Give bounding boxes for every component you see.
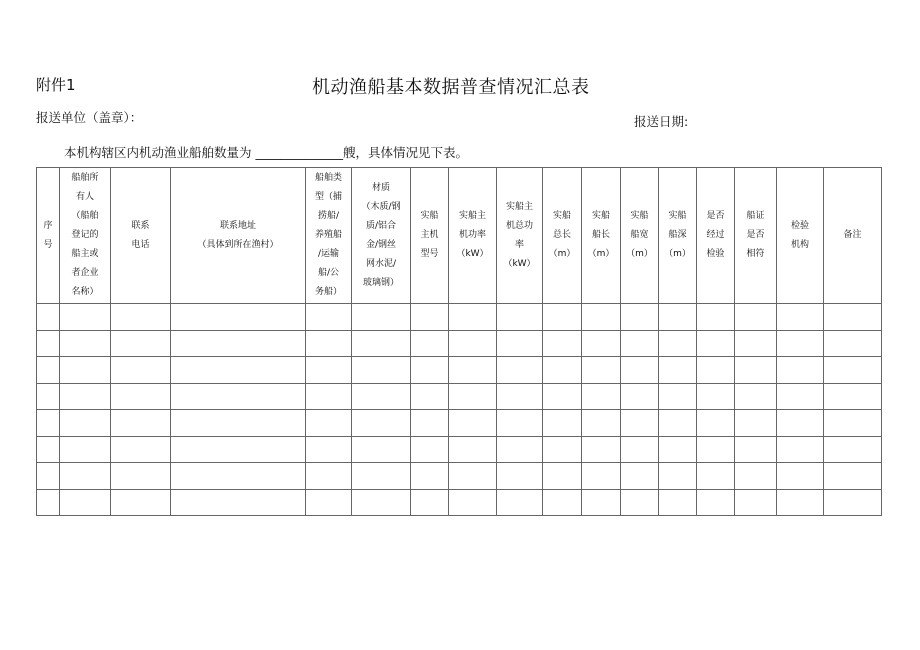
table-cell[interactable] [824,304,882,331]
col-inspection-agency: 检验 机构 [777,168,824,304]
table-cell[interactable] [543,410,582,437]
table-cell[interactable] [582,410,621,437]
table-cell[interactable] [824,436,882,463]
table-cell[interactable] [659,489,697,516]
col-remarks: 备注 [824,168,882,304]
summary-table [36,167,882,516]
table-cell[interactable] [411,410,449,437]
col-engine-power: 实船主 机功率 （kW） [449,168,497,304]
table-cell[interactable] [582,357,621,384]
table-cell[interactable] [171,383,306,410]
table-cell[interactable] [111,357,171,384]
table-cell[interactable] [777,489,824,516]
table-cell[interactable] [582,383,621,410]
table-cell[interactable] [697,436,735,463]
table-cell[interactable] [449,463,497,490]
table-row [37,383,882,410]
table-cell[interactable] [111,383,171,410]
table-cell[interactable] [37,489,60,516]
table-cell[interactable] [306,436,352,463]
col-ship-depth: 实船 船深 （m） [659,168,697,304]
table-cell[interactable] [37,463,60,490]
table-cell[interactable] [621,304,659,331]
table-cell[interactable] [697,304,735,331]
table-cell[interactable] [543,330,582,357]
table-cell[interactable] [735,410,777,437]
attachment-label: 附件1 [36,76,76,94]
table-cell[interactable] [497,436,543,463]
table-cell[interactable] [411,357,449,384]
table-cell[interactable] [497,330,543,357]
table-cell[interactable] [411,489,449,516]
table-cell[interactable] [411,463,449,490]
table-cell[interactable] [777,383,824,410]
table-cell[interactable] [306,304,352,331]
table-cell[interactable] [824,463,882,490]
table-cell[interactable] [449,383,497,410]
table-row [37,304,882,331]
table-cell[interactable] [37,357,60,384]
table-cell[interactable] [306,357,352,384]
table-cell[interactable] [60,436,111,463]
table-cell[interactable] [777,463,824,490]
table-cell[interactable] [824,489,882,516]
table-cell[interactable] [497,383,543,410]
table-cell[interactable] [171,489,306,516]
table-cell[interactable] [111,463,171,490]
table-cell[interactable] [111,410,171,437]
col-ship-width: 实船 船宽 （m） [621,168,659,304]
table-cell[interactable] [621,436,659,463]
col-engine-model: 实船 主机 型号 [411,168,449,304]
table-cell[interactable] [659,330,697,357]
table-cell[interactable] [352,357,411,384]
col-material: 材质 （木质/钢 质/铝合 金/钢丝 网水泥/ 玻璃钢） [352,168,411,304]
table-cell[interactable] [60,489,111,516]
table-cell[interactable] [697,489,735,516]
table-cell[interactable] [824,383,882,410]
table-cell[interactable] [543,436,582,463]
table-cell[interactable] [582,330,621,357]
table-cell[interactable] [777,304,824,331]
table-cell[interactable] [735,383,777,410]
table-cell[interactable] [697,463,735,490]
table-cell[interactable] [543,489,582,516]
table-cell[interactable] [171,463,306,490]
page-title: 机动渔船基本数据普查情况汇总表 [312,77,590,98]
table-cell[interactable] [735,489,777,516]
col-address: 联系地址 （具体到所在渔村） [171,168,306,304]
table-cell[interactable] [306,383,352,410]
table-cell[interactable] [582,436,621,463]
table-cell[interactable] [621,383,659,410]
col-cert-match: 船证 是否 相符 [735,168,777,304]
table-cell[interactable] [543,383,582,410]
table-cell[interactable] [735,304,777,331]
table-cell[interactable] [824,357,882,384]
table-cell[interactable] [735,463,777,490]
col-vessel-type: 船舶类 型（捕 捞船/ 养殖船 /运输 船/公 务船） [306,168,352,304]
col-owner: 船舶所 有人 （船舶 登记的 船主或 者企业 名称） [60,168,111,304]
col-inspected: 是否 经过 检验 [697,168,735,304]
table-cell[interactable] [411,436,449,463]
table-cell[interactable] [497,463,543,490]
table-cell[interactable] [37,304,60,331]
table-cell[interactable] [777,410,824,437]
table-cell[interactable] [449,357,497,384]
table-cell[interactable] [171,330,306,357]
table-row [37,463,882,490]
table-cell[interactable] [60,463,111,490]
table-cell[interactable] [411,383,449,410]
table-cell[interactable] [352,489,411,516]
table-cell[interactable] [352,304,411,331]
table-cell[interactable] [497,489,543,516]
table-cell[interactable] [777,357,824,384]
table-row [37,489,882,516]
table-cell[interactable] [777,330,824,357]
table-cell[interactable] [171,436,306,463]
report-date-label: 报送日期: [634,114,689,129]
table-cell[interactable] [60,383,111,410]
table-cell[interactable] [659,304,697,331]
table-cell[interactable] [449,436,497,463]
table-cell[interactable] [60,357,111,384]
table-cell[interactable] [582,489,621,516]
table-cell[interactable] [697,357,735,384]
table-cell[interactable] [37,410,60,437]
table-cell[interactable] [306,330,352,357]
col-phone: 联系 电话 [111,168,171,304]
table-cell[interactable] [37,330,60,357]
table-cell[interactable] [582,463,621,490]
table-cell[interactable] [352,410,411,437]
table-cell[interactable] [543,304,582,331]
table-cell[interactable] [111,304,171,331]
table-cell[interactable] [659,410,697,437]
table-cell[interactable] [621,410,659,437]
table-cell[interactable] [352,436,411,463]
table-cell[interactable] [659,463,697,490]
table-cell[interactable] [60,304,111,331]
table-cell[interactable] [306,410,352,437]
header-row [37,168,882,304]
table-cell[interactable] [697,410,735,437]
table-cell[interactable] [621,357,659,384]
table-cell[interactable] [659,436,697,463]
table-cell[interactable] [659,357,697,384]
table-row [37,330,882,357]
table-cell[interactable] [449,489,497,516]
table-cell[interactable] [352,330,411,357]
table-cell[interactable] [411,330,449,357]
table-cell[interactable] [306,489,352,516]
table-cell[interactable] [37,383,60,410]
table-cell[interactable] [171,304,306,331]
table-cell[interactable] [824,410,882,437]
table-cell[interactable] [111,436,171,463]
table-cell[interactable] [735,436,777,463]
table-cell[interactable] [497,357,543,384]
table-cell[interactable] [621,463,659,490]
table-cell[interactable] [824,330,882,357]
table-cell[interactable] [735,357,777,384]
table-cell[interactable] [449,330,497,357]
col-overall-length: 实船 总长 （m） [543,168,582,304]
table-cell[interactable] [735,330,777,357]
table-cell[interactable] [171,410,306,437]
table-cell[interactable] [543,357,582,384]
col-serial-no: 序 号 [37,168,60,304]
table-cell[interactable] [449,410,497,437]
table-cell[interactable] [621,330,659,357]
table-cell[interactable] [306,463,352,490]
table-cell[interactable] [449,304,497,331]
col-ship-length: 实船 船长 （m） [582,168,621,304]
table-cell[interactable] [697,330,735,357]
table-cell[interactable] [60,410,111,437]
table-cell[interactable] [582,304,621,331]
table-cell[interactable] [543,463,582,490]
table-cell[interactable] [497,410,543,437]
table-cell[interactable] [171,357,306,384]
table-cell[interactable] [497,304,543,331]
table-cell[interactable] [411,304,449,331]
report-unit-label: 报送单位（盖章）： [36,110,143,125]
table-row [37,436,882,463]
table-cell[interactable] [777,436,824,463]
table-cell[interactable] [659,383,697,410]
col-total-power: 实船主 机总功 率 （kW） [497,168,543,304]
table-row [37,357,882,384]
table-cell[interactable] [697,383,735,410]
table-row [37,410,882,437]
table-cell[interactable] [60,330,111,357]
table-cell[interactable] [111,330,171,357]
table-cell[interactable] [111,489,171,516]
table-cell[interactable] [621,489,659,516]
table-body [37,304,882,516]
table-cell[interactable] [352,463,411,490]
table-cell[interactable] [352,383,411,410]
intro-text: 本机构辖区内机动渔业船舶数量为 ______________艘，具体情况见下表。 [64,145,468,160]
table-cell[interactable] [37,436,60,463]
